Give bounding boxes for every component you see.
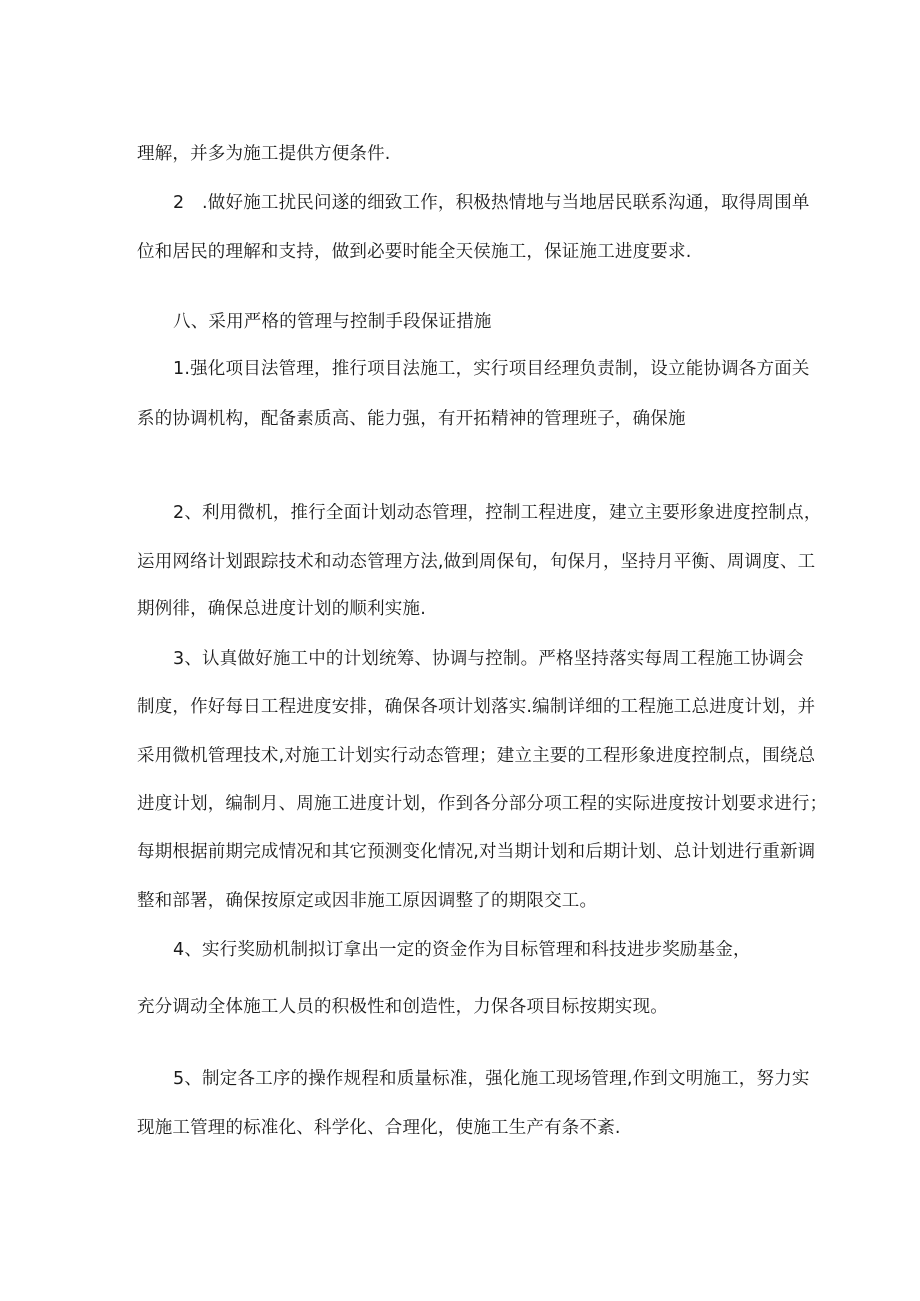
text-line: 4、实行奖励机制拟订拿出一定的资金作为目标管理和科技进步奖励基金，	[173, 940, 751, 960]
text-line: 采用微机管理技术,对施工计划实行动态管理；建立主要的工程形象进度控制点，围绕总	[137, 746, 816, 766]
text-line: 1.强化项目法管理，推行项目法施工，实行项目经理负责制，设立能协调各方面关	[173, 359, 810, 379]
text-line: 充分调动全体施工人员的积极性和创造性，力保各项目标按期实现。	[137, 997, 668, 1017]
text-line: 2、利用微机，推行全面计划动态管理，控制工程进度，建立主要形象进度控制点，	[173, 503, 822, 523]
text-line: 位和居民的理解和支持，做到必要时能全天侯施工，保证施工进度要求.	[137, 242, 692, 262]
text-line: 2 .做好施工扰民问遂的细致工作，积极热情地与当地居民联系沟通，取得周围单	[173, 193, 810, 213]
text-line: 制度，作好每日工程进度安排，确保各项计划落实.编制详细的工程施工总进度计划，并	[137, 697, 816, 717]
text-line: 系的协调机构，配备素质高、能力强，有开拓精神的管理班子，确保施	[137, 409, 686, 429]
text-line: 5、制定各工序的操作规程和质量标准，强化施工现场管理,作到文明施工，努力实	[173, 1069, 810, 1089]
text-line: 期例徘，确保总进度计划的顺利实施.	[137, 599, 426, 619]
text-line: 运用网络计划跟踪技术和动态管理方法,做到周保旬，旬保月，坚持月平衡、周调度、工	[137, 552, 816, 572]
text-line: 理解，并多为施工提供方便条件.	[137, 144, 391, 164]
text-line: 现施工管理的标准化、科学化、合理化，使施工生产有条不紊.	[137, 1118, 621, 1138]
section-heading: 八、采用严格的管理与控制手段保证措施	[173, 312, 492, 332]
text-line: 整和部署，确保按原定或因非施工原因调整了的期限交工。	[137, 891, 598, 911]
text-line: 3、认真做好施工中的计划统筹、协调与控制。严格坚持落实每周工程施工协调会	[173, 649, 804, 669]
text-line: 每期根据前期完成情况和其它预测变化情况,对当期计划和后期计划、总计划进行重新调	[137, 842, 816, 862]
text-line: 进度计划，编制月、周施工进度计划，作到各分部分项工程的实际进度按计划要求进行；	[137, 794, 828, 814]
